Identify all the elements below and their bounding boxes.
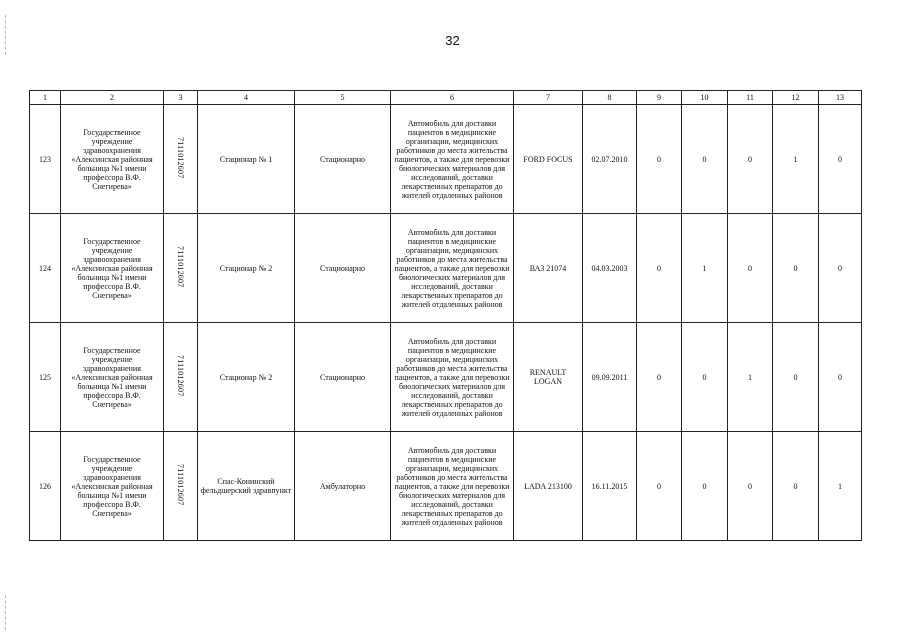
care-mode: Амбулаторно: [295, 432, 391, 541]
department: Спас-Конинский фельдшерский здравпункт: [198, 432, 295, 541]
count-cell: 0: [819, 323, 862, 432]
column-number: 3: [164, 91, 198, 105]
row-number: 125: [30, 323, 61, 432]
column-number: 12: [773, 91, 819, 105]
count-cell: 0: [682, 105, 728, 214]
count-cell: 1: [728, 323, 773, 432]
vehicle-model: ВАЗ 21074: [514, 214, 583, 323]
inn-cell: [164, 105, 198, 214]
column-number: 11: [728, 91, 773, 105]
column-number: 8: [583, 91, 637, 105]
inn-code: 7111012607: [176, 355, 185, 397]
count-cell: 0: [773, 214, 819, 323]
count-cell: 0: [637, 214, 682, 323]
vehicle-purpose: Автомобиль для доставки пациентов в медицинские организации, медицинских работников до места жительства пациентов, а также для перевозки биологических материалов для исследований, доставки лекарственных препаратов до жителей отдаленных районов: [391, 432, 514, 541]
column-number: 9: [637, 91, 682, 105]
column-number-row: [30, 91, 862, 105]
department: Стационар № 1: [198, 105, 295, 214]
vehicle-purpose: Автомобиль для доставки пациентов в медицинские организации, медицинских работников до места жительства пациентов, а также для перевозки биологических материалов для исследований, доставки лекарственных препаратов до жителей отдаленных районов: [391, 214, 514, 323]
vehicle-model: FORD FOCUS: [514, 105, 583, 214]
row-number: 126: [30, 432, 61, 541]
inn-code: 7111012607: [176, 246, 185, 288]
inn-cell: [164, 323, 198, 432]
registration-date: 16.11.2015: [583, 432, 637, 541]
count-cell: 0: [728, 214, 773, 323]
table-row: [30, 323, 862, 432]
department: Стационар № 2: [198, 214, 295, 323]
row-number: 124: [30, 214, 61, 323]
column-number: 5: [295, 91, 391, 105]
vehicle-model: RENAULT LOGAN: [514, 323, 583, 432]
vehicle-purpose: Автомобиль для доставки пациентов в медицинские организации, медицинских работников до места жительства пациентов, а также для перевозки биологических материалов для исследований, доставки лекарственных препаратов до жителей отдаленных районов: [391, 105, 514, 214]
count-cell: 1: [682, 214, 728, 323]
registration-date: 09.09.2011: [583, 323, 637, 432]
count-cell: 0: [773, 323, 819, 432]
count-cell: 0: [728, 432, 773, 541]
count-cell: 0: [637, 323, 682, 432]
column-number: 13: [819, 91, 862, 105]
vehicle-model: LADA 213100: [514, 432, 583, 541]
table-row: [30, 432, 862, 541]
count-cell: 0: [773, 432, 819, 541]
organization-name: Государственное учреждение здравоохранения «Алексинская районная больница №1 имени профессора В.Ф. Снегирева»: [61, 105, 164, 214]
care-mode: Стационарно: [295, 214, 391, 323]
table-row: [30, 214, 862, 323]
count-cell: 0: [819, 105, 862, 214]
department: Стационар № 2: [198, 323, 295, 432]
count-cell: 1: [773, 105, 819, 214]
count-cell: 0: [682, 323, 728, 432]
count-cell: 0: [637, 432, 682, 541]
count-cell: 0: [728, 105, 773, 214]
column-number: 2: [61, 91, 164, 105]
vehicle-table: [29, 90, 862, 541]
column-number: 1: [30, 91, 61, 105]
care-mode: Стационарно: [295, 105, 391, 214]
count-cell: 1: [819, 432, 862, 541]
organization-name: Государственное учреждение здравоохранения «Алексинская районная больница №1 имени профессора В.Ф. Снегирева»: [61, 432, 164, 541]
vehicle-purpose: Автомобиль для доставки пациентов в медицинские организации, медицинских работников до места жительства пациентов, а также для перевозки биологических материалов для исследований, доставки лекарственных препаратов до жителей отдаленных районов: [391, 323, 514, 432]
inn-cell: [164, 432, 198, 541]
column-number: 6: [391, 91, 514, 105]
column-number: 4: [198, 91, 295, 105]
column-number: 10: [682, 91, 728, 105]
page-number: 32: [445, 33, 460, 48]
inn-cell: [164, 214, 198, 323]
organization-name: Государственное учреждение здравоохранения «Алексинская районная больница №1 имени профессора В.Ф. Снегирева»: [61, 214, 164, 323]
column-number: 7: [514, 91, 583, 105]
count-cell: 0: [682, 432, 728, 541]
count-cell: 0: [637, 105, 682, 214]
inn-code: 7111012607: [176, 464, 185, 506]
registration-date: 04.03.2003: [583, 214, 637, 323]
registration-date: 02.07.2010: [583, 105, 637, 214]
row-number: 123: [30, 105, 61, 214]
table-row: [30, 105, 862, 214]
organization-name: Государственное учреждение здравоохранения «Алексинская районная больница №1 имени профессора В.Ф. Снегирева»: [61, 323, 164, 432]
margin-dash-mark: [5, 595, 7, 630]
count-cell: 0: [819, 214, 862, 323]
inn-code: 7111012607: [176, 137, 185, 179]
care-mode: Стационарно: [295, 323, 391, 432]
